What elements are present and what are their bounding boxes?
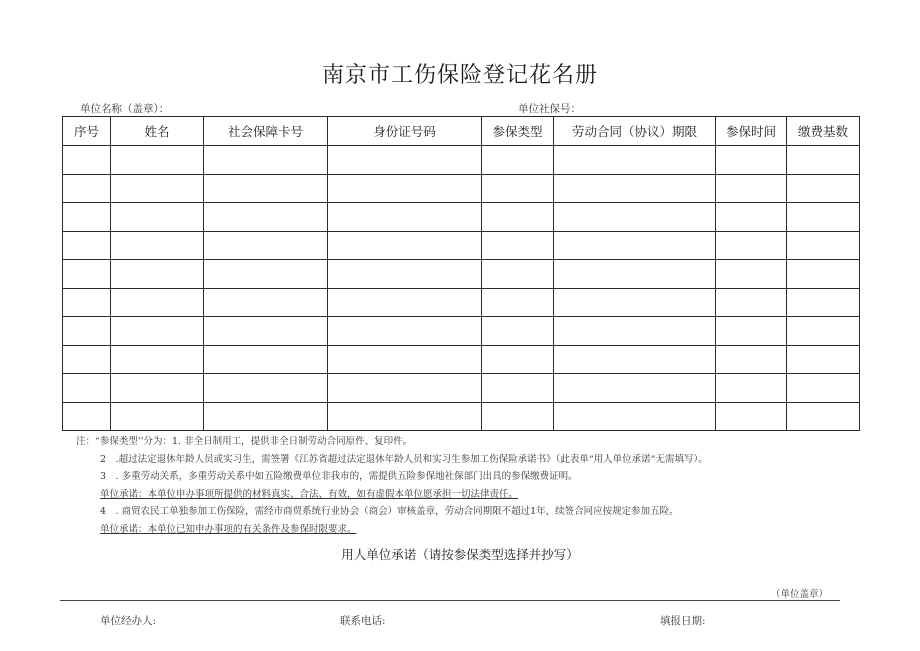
unit-name-label: 单位名称（盖章）： [80,103,170,115]
note-line-3: 3 . 多重劳动关系，多重劳动关系中如五险缴费单位非我市的，需提供五险参保地社保部门出具的参保缴费证明。 [100,471,578,483]
table-cell[interactable] [111,146,204,175]
table-cell[interactable] [204,402,328,431]
table-cell[interactable] [111,288,204,317]
table-cell[interactable] [111,317,204,346]
table-cell[interactable] [111,402,204,431]
date-label: 填报日期: [660,615,706,627]
table-cell[interactable] [328,146,482,175]
table-cell[interactable] [204,288,328,317]
table-row [63,374,860,403]
table-row [63,146,860,175]
table-cell[interactable] [716,288,787,317]
table-cell[interactable] [111,174,204,203]
table-cell[interactable] [63,260,111,289]
header-contract-term: 劳动合同（协议）期限 [554,117,716,146]
table-row [63,203,860,232]
table-cell[interactable] [482,146,554,175]
table-cell[interactable] [204,231,328,260]
table-cell[interactable] [716,402,787,431]
table-cell[interactable] [63,288,111,317]
table-cell[interactable] [787,174,860,203]
table-cell[interactable] [204,260,328,289]
table-cell[interactable] [787,231,860,260]
signature-divider [60,600,840,601]
table-cell[interactable] [204,174,328,203]
header-insurance-type: 参保类型 [482,117,554,146]
table-cell[interactable] [482,345,554,374]
table-cell[interactable] [482,374,554,403]
table-cell[interactable] [63,345,111,374]
table-row [63,288,860,317]
table-cell[interactable] [204,345,328,374]
note-pledge-1: 单位承诺：本单位申办事项所提供的材料真实、合法、有效，如有虚假本单位愿承担一切法律责任。 [100,488,519,500]
table-cell[interactable] [716,231,787,260]
table-cell[interactable] [204,203,328,232]
note-pledge-2: 单位承诺：本单位已知申办事项的有关条件及参保时限要求。 [100,523,357,535]
note-line-4: 4 . 商贸农民工单独参加工伤保险，需经市商贸系统行业协会（商会）审核盖章，劳动合同期限不超过1年，续签合同应按规定参加五险。 [100,506,679,518]
table-cell[interactable] [554,374,716,403]
table-row [63,231,860,260]
table-row [63,260,860,289]
table-cell[interactable] [204,317,328,346]
table-cell[interactable] [111,203,204,232]
table-cell[interactable] [554,146,716,175]
table-cell[interactable] [482,260,554,289]
table-cell[interactable] [716,260,787,289]
table-cell[interactable] [63,402,111,431]
table-row [63,402,860,431]
table-cell[interactable] [716,174,787,203]
table-cell[interactable] [482,317,554,346]
table-cell[interactable] [554,317,716,346]
pledge-heading: 用人单位承诺（请按参保类型选择并抄写） [341,547,579,562]
table-cell[interactable] [787,317,860,346]
table-cell[interactable] [328,317,482,346]
header-name: 姓名 [111,117,204,146]
table-cell[interactable] [111,374,204,403]
table-cell[interactable] [787,345,860,374]
table-cell[interactable] [716,345,787,374]
table-cell[interactable] [482,174,554,203]
table-cell[interactable] [63,174,111,203]
notes-section [76,433,708,539]
table-cell[interactable] [482,288,554,317]
handler-label: 单位经办人: [100,615,157,627]
table-cell[interactable] [787,260,860,289]
table-row [63,345,860,374]
header-id-number: 身份证号码 [328,117,482,146]
table-header-row [63,117,860,146]
table-cell[interactable] [482,402,554,431]
note-line-2: 2 .超过法定退休年龄人员或实习生，需签署《江苏省超过法定退休年龄人员和实习生参加工伤保险承诺书》（此表单“用人单位承诺“无需填写）。 [100,453,708,465]
phone-label: 联系电话: [340,615,386,627]
table-cell[interactable] [328,231,482,260]
table-cell[interactable] [328,260,482,289]
table-cell[interactable] [63,317,111,346]
stamp-note: （单位盖章） [770,589,828,600]
table-cell[interactable] [328,288,482,317]
header-seq: 序号 [63,117,111,146]
unit-social-security-label: 单位社保号： [518,103,581,115]
table-cell[interactable] [716,203,787,232]
table-cell[interactable] [328,374,482,403]
table-cell[interactable] [554,231,716,260]
roster-table [62,116,860,431]
table-cell[interactable] [787,203,860,232]
table-cell[interactable] [328,345,482,374]
table-cell[interactable] [63,203,111,232]
table-cell[interactable] [482,203,554,232]
table-cell[interactable] [111,345,204,374]
table-cell[interactable] [63,374,111,403]
table-cell[interactable] [787,402,860,431]
table-cell[interactable] [111,231,204,260]
table-cell[interactable] [204,374,328,403]
table-row [63,317,860,346]
table-cell[interactable] [716,146,787,175]
header-insured-date: 参保时间 [716,117,787,146]
table-cell[interactable] [716,317,787,346]
table-cell[interactable] [554,203,716,232]
table-row [63,174,860,203]
table-cell[interactable] [482,231,554,260]
table-cell[interactable] [63,146,111,175]
table-cell[interactable] [787,146,860,175]
page-title: 南京市工伤保险登记花名册 [321,63,598,88]
table-cell[interactable] [787,288,860,317]
table-cell[interactable] [328,203,482,232]
note-line-1: 注：“参保类型'’分为：1. 非全日制用工，提供非全日制劳动合同原件、复印件。 [76,436,413,447]
table-cell[interactable] [554,402,716,431]
table-cell[interactable] [716,374,787,403]
table-cell[interactable] [204,146,328,175]
table-cell[interactable] [328,402,482,431]
table-cell[interactable] [554,260,716,289]
table-cell[interactable] [111,260,204,289]
table-cell[interactable] [63,231,111,260]
table-cell[interactable] [554,174,716,203]
table-cell[interactable] [554,288,716,317]
table-cell[interactable] [554,345,716,374]
header-payment-base: 缴费基数 [787,117,860,146]
table-cell[interactable] [328,174,482,203]
table-cell[interactable] [787,374,860,403]
header-social-card: 社会保障卡号 [204,117,328,146]
